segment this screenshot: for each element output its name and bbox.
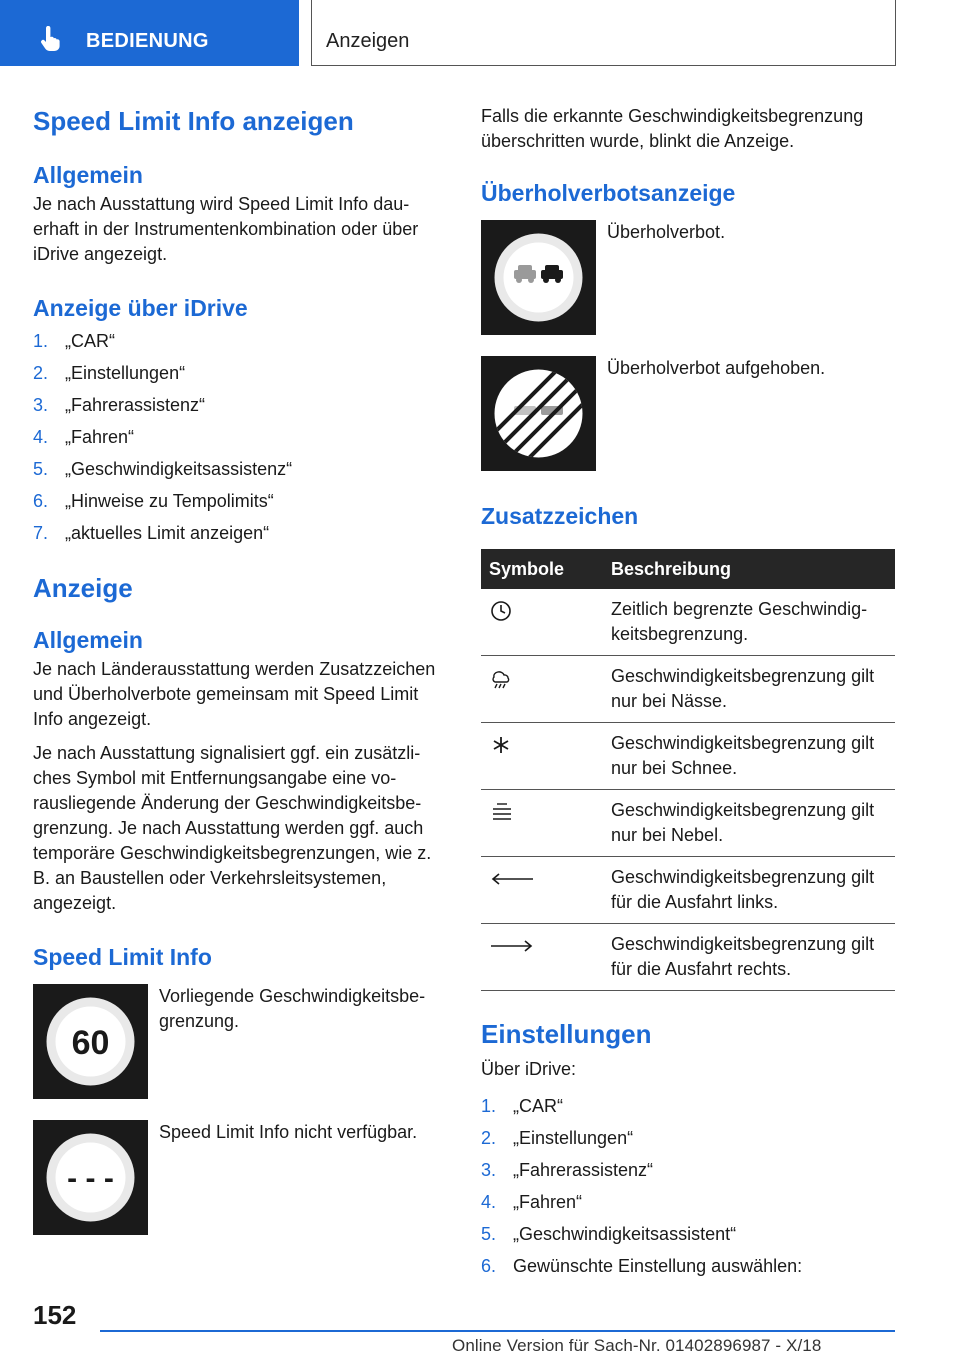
table-cell-desc: Geschwindigkeitsbegrenzung gilt für die Ausfahrt links. bbox=[603, 857, 895, 924]
paragraph-zusatzzeichen: Je nach Länderausstattung werden Zusatzzeichen und Überholverbote gemeinsam mit Speed Limit Info angezeigt. bbox=[33, 659, 436, 729]
speed-limit-unavailable-sign bbox=[33, 1120, 148, 1235]
list-item: 2. „Einstellungen“ bbox=[33, 363, 186, 383]
list-item: 1. „CAR“ bbox=[481, 1096, 563, 1116]
table-row bbox=[481, 723, 895, 790]
footer-divider bbox=[100, 1330, 895, 1332]
list-item: 3. „Fahrerassistenz“ bbox=[481, 1160, 654, 1180]
snowflake-icon bbox=[489, 733, 513, 757]
table-cell-desc: Geschwindigkeitsbegrenzung gilt nur bei Schnee. bbox=[603, 723, 895, 790]
sign-caption: Überholverbot. bbox=[607, 222, 726, 242]
sign-caption: Vorliegende Geschwindigkeitsbegrenzung. bbox=[159, 986, 426, 1031]
right-column bbox=[481, 100, 895, 1282]
paragraph-ueber-idrive: Über iDrive: bbox=[481, 1059, 577, 1079]
column-header-beschreibung: Beschreibung bbox=[603, 549, 895, 589]
heading-ueberholverbotsanzeige: Überholverbotsanzeige bbox=[481, 180, 736, 206]
table-row bbox=[481, 656, 895, 723]
list-item: 4. „Fahren“ bbox=[33, 427, 135, 447]
left-column bbox=[33, 100, 447, 1235]
chapter-label: Anzeigen bbox=[326, 30, 410, 52]
svg-text:- - -: - - - bbox=[67, 1162, 114, 1195]
table-cell-desc: Geschwindigkeitsbegrenzung gilt für die Ausfahrt rechts. bbox=[603, 924, 895, 991]
section-title-speed-limit-info: Speed Limit Info anzeigen bbox=[33, 106, 354, 136]
clock-icon bbox=[489, 599, 513, 623]
list-item: 5. „Geschwindigkeitsassistenz“ bbox=[33, 459, 293, 479]
idrive-steps-list bbox=[33, 325, 447, 549]
page-number: 152 bbox=[33, 1300, 77, 1330]
sign-row-not-available bbox=[33, 1120, 447, 1235]
section-title-einstellungen: Einstellungen bbox=[481, 1019, 652, 1049]
pointing-hand-icon bbox=[38, 26, 64, 52]
paragraph-entfernungsangabe: Je nach Ausstattung signalisiert ggf. ein zusätzliches Symbol mit Entfernungsangabe eine vorausliegende Änderung der Geschwindigkeitsbegrenzung. Je nach Ausstattung werden ggf. auch temporäre Geschwindigkeitsbegrenzungen, wie z. B. an Baustellen oder Verkehrsleitsystemen, angezeigt. bbox=[33, 743, 432, 913]
svg-text:60: 60 bbox=[71, 1024, 110, 1062]
sign-row-ueberholverbot bbox=[481, 220, 895, 335]
list-item: 3. „Fahrerassistenz“ bbox=[33, 395, 206, 415]
section-label: BEDIENUNG bbox=[86, 30, 209, 52]
section-tab[interactable] bbox=[0, 0, 299, 66]
einstellungen-steps-list bbox=[481, 1090, 895, 1282]
heading-speed-limit-info: Speed Limit Info bbox=[33, 944, 212, 970]
table-row bbox=[481, 857, 895, 924]
no-overtaking-end-sign bbox=[481, 356, 596, 471]
heading-allgemein: Allgemein bbox=[33, 162, 143, 188]
sign-row-ueberholverbot-aufgehoben bbox=[481, 356, 895, 471]
rain-icon bbox=[489, 666, 513, 690]
heading-zusatzzeichen: Zusatzzeichen bbox=[481, 503, 639, 529]
sign-caption: Überholverbot aufgehoben. bbox=[607, 358, 826, 378]
list-item: 4. „Fahren“ bbox=[481, 1192, 583, 1212]
heading-allgemein-2: Allgemein bbox=[33, 627, 143, 653]
speed-limit-60-sign bbox=[33, 984, 148, 1099]
list-item: 2. „Einstellungen“ bbox=[481, 1128, 634, 1148]
heading-anzeige-idrive: Anzeige über iDrive bbox=[33, 295, 248, 321]
list-item: 5. „Geschwindigkeitsassistent“ bbox=[481, 1224, 737, 1244]
chapter-header bbox=[311, 0, 896, 66]
arrow-left-icon bbox=[489, 867, 535, 891]
list-item: 7. „aktuelles Limit anzeigen“ bbox=[33, 523, 270, 543]
table-row bbox=[481, 589, 895, 656]
table-row bbox=[481, 790, 895, 857]
table-cell-desc: Geschwindigkeitsbegrenzung gilt nur bei Nässe. bbox=[603, 656, 895, 723]
list-item: 1. „CAR“ bbox=[33, 331, 115, 351]
fog-icon bbox=[489, 800, 515, 824]
table-cell-desc: Zeitlich begrenzte Geschwindigkeitsbegrenzung. bbox=[603, 589, 895, 656]
paragraph-blinkt: Falls die erkannte Geschwindigkeitsbegrenzung überschritten wurde, blinkt die Anzeige. bbox=[481, 106, 864, 151]
section-title-anzeige: Anzeige bbox=[33, 573, 133, 603]
table-header-row bbox=[481, 549, 895, 589]
no-overtaking-sign bbox=[481, 220, 596, 335]
zusatzzeichen-table bbox=[481, 549, 895, 991]
sign-row-speed-limit bbox=[33, 984, 447, 1099]
column-header-symbole: Symbole bbox=[481, 549, 603, 589]
list-item: 6. Gewünschte Einstellung auswählen: bbox=[481, 1256, 803, 1276]
footer-online-version: Online Version für Sach-Nr. 01402896987 - X/18 bbox=[452, 1336, 822, 1355]
table-row bbox=[481, 924, 895, 991]
list-item: 6. „Hinweise zu Tempolimits“ bbox=[33, 491, 274, 511]
arrow-right-icon bbox=[489, 934, 535, 958]
paragraph-allgemein: Je nach Ausstattung wird Speed Limit Info dauerhaft in der Instrumentenkombination oder über iDrive angezeigt. bbox=[33, 194, 419, 264]
table-cell-desc: Geschwindigkeitsbegrenzung gilt nur bei Nebel. bbox=[603, 790, 895, 857]
sign-caption: Speed Limit Info nicht verfügbar. bbox=[159, 1122, 418, 1142]
